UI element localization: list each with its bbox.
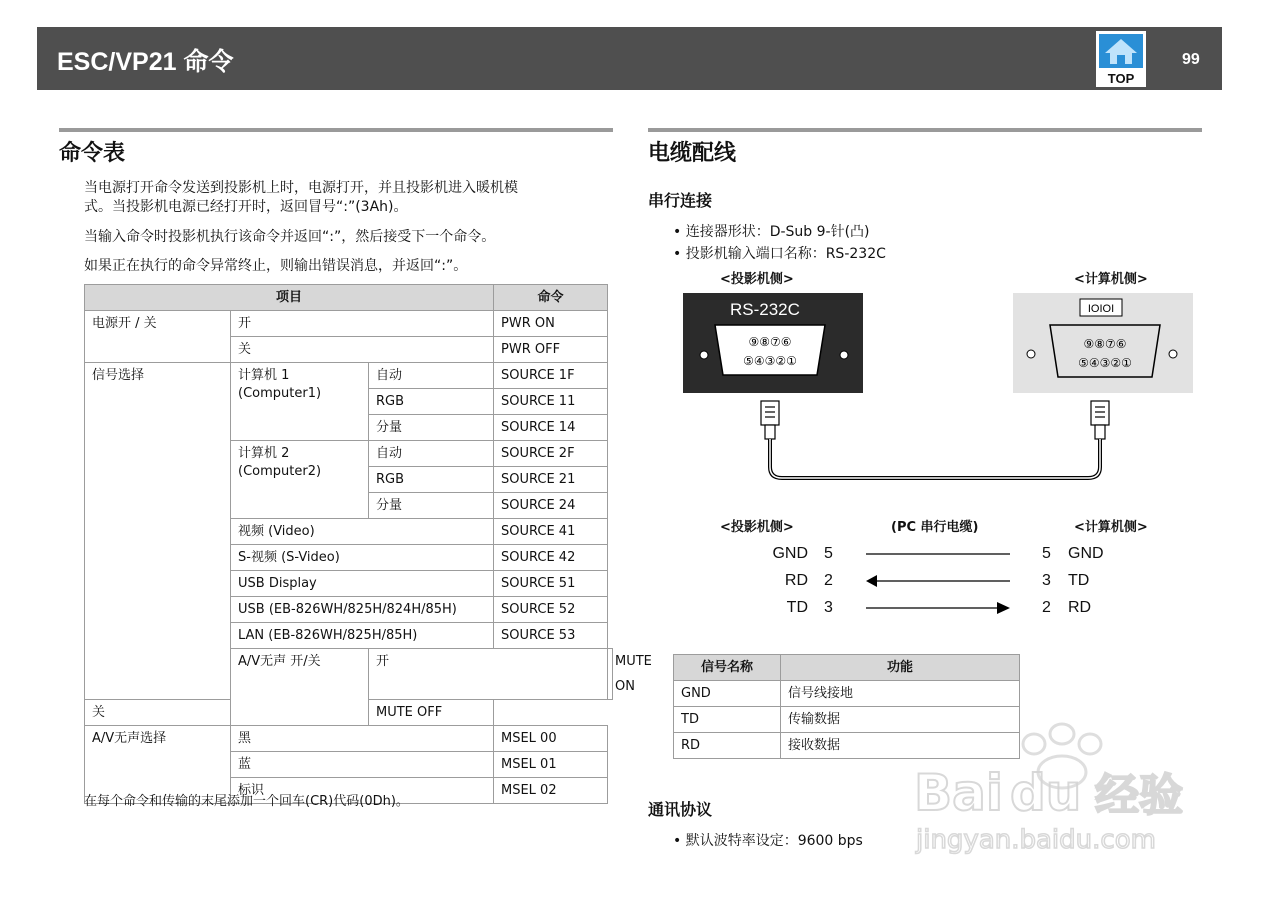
power-label: 电源开 / 关 [85, 311, 231, 363]
table-header-row [85, 285, 613, 311]
table-row [85, 726, 613, 752]
intro-paragraph-1 [84, 179, 518, 217]
protocol-heading: 通讯协议 [648, 800, 713, 819]
col-signal-name: 信号名称 [674, 655, 781, 681]
signal-function: 信号线接地 [781, 681, 1020, 707]
wiring-projector-side-label: <投影机侧> [720, 520, 794, 535]
cell-command: MSEL 00 [494, 726, 608, 752]
rs232c-port-label: RS-232C [730, 300, 800, 319]
ioioi-label: IOIOI [1087, 303, 1115, 315]
cell-item: 标识 [231, 778, 494, 804]
left-pin-number: 5 [824, 545, 833, 562]
cell-item: USB (EB-826WH/825H/824H/85H) [231, 597, 494, 623]
serial-cable [761, 401, 1109, 478]
signal-function: 接收数据 [781, 733, 1020, 759]
port-name-bullet: • 投影机输入端口名称：RS-232C [673, 246, 886, 262]
right-signal-name: GND [1068, 545, 1104, 562]
wire-right-arrow [864, 601, 1014, 615]
pin-row-bottom: ⑤④③②① [743, 354, 797, 368]
cell-command: SOURCE 24 [494, 493, 608, 519]
table-row [85, 700, 613, 726]
connector-diagram [670, 285, 1210, 490]
cable-wiring-heading: 电缆配线 [648, 141, 737, 166]
top-home-icon[interactable] [1096, 31, 1146, 87]
table-row [85, 311, 613, 337]
baidu-watermark-logo [912, 720, 1212, 860]
cell-command: SOURCE 11 [494, 389, 608, 415]
page-header [37, 27, 1222, 90]
computer-serial-port [1013, 293, 1193, 393]
svg-text:du: du [1010, 764, 1082, 822]
mute-label: A/V无声 开/关 [231, 649, 369, 726]
cell-item: 开 [231, 311, 494, 337]
cell-item: LAN (EB-826WH/825H/85H) [231, 623, 494, 649]
cell-item: 蓝 [231, 752, 494, 778]
cell-item: S-视频 (S-Video) [231, 545, 494, 571]
intro-paragraph-3: 如果正在执行的命令异常终止，则输出错误消息，并返回“:”。 [84, 258, 468, 274]
command-table [84, 284, 652, 804]
signal-name: RD [674, 733, 781, 759]
pin-row-bottom: ⑤④③②① [1078, 356, 1132, 370]
svg-text:经验: 经验 [1095, 770, 1183, 821]
col-item-header: 项目 [85, 285, 494, 311]
computer1-label-line2: (Computer1) [238, 386, 322, 401]
cell-item: 开 [369, 649, 608, 700]
cell-command: SOURCE 21 [494, 467, 608, 493]
left-signal-name: GND [772, 545, 808, 562]
cell-command: MSEL 01 [494, 752, 608, 778]
cell-command: SOURCE 51 [494, 571, 608, 597]
cell-command: PWR OFF [494, 337, 608, 363]
cell-command: MSEL 02 [494, 778, 608, 804]
cell-command: SOURCE 14 [494, 415, 608, 441]
cell-command: SOURCE 1F [494, 363, 608, 389]
pin-row-top: ⑨⑧⑦⑥ [748, 335, 792, 349]
wiring-computer-side-label: <计算机侧> [1074, 520, 1148, 535]
cell-item: 分量 [369, 415, 494, 441]
svg-text:jingyan.baidu.com: jingyan.baidu.com [916, 825, 1156, 855]
projector-rs232c-port [683, 293, 863, 393]
cell-command: SOURCE 53 [494, 623, 608, 649]
cell-command: SOURCE 42 [494, 545, 608, 571]
top-icon-label: TOP [1107, 71, 1135, 86]
computer2-label-line1: 计算机 2 [238, 446, 290, 461]
wire-left-arrow [864, 574, 1014, 588]
signal-name: TD [674, 707, 781, 733]
col-command-header: 命令 [494, 285, 608, 311]
page-title: ESC/VP21 命令 [57, 48, 234, 76]
cell-item: 黑 [231, 726, 494, 752]
projector-side-label: <投影机侧> [720, 272, 794, 287]
left-pin-number: 2 [824, 572, 833, 589]
page-number: 99 [1182, 51, 1200, 68]
signal-name: GND [674, 681, 781, 707]
signal-label: 信号选择 [85, 363, 231, 700]
right-pin-number: 2 [1042, 599, 1051, 616]
msel-label: A/V无声选择 [85, 726, 231, 804]
connector-shape-bullet: • 连接器形状：D-Sub 9-针(凸) [673, 224, 870, 240]
cell-command: SOURCE 52 [494, 597, 608, 623]
svg-text:Bai: Bai [914, 764, 1003, 822]
cell-command: MUTE ON [608, 649, 613, 700]
cell-item: RGB [369, 467, 494, 493]
left-signal-name: TD [786, 599, 808, 616]
pin-row-top: ⑨⑧⑦⑥ [1083, 337, 1127, 351]
table-header-row [674, 655, 1020, 681]
right-signal-name: RD [1068, 599, 1092, 616]
serial-connection-heading: 串行连接 [648, 191, 713, 210]
cell-item: 自动 [369, 363, 494, 389]
intro-line-2: 式。当投影机电源已经打开时，返回冒号“:”(3Ah)。 [84, 199, 408, 215]
intro-paragraph-2: 当输入命令时投影机执行该命令并返回“:”，然后接受下一个命令。 [84, 229, 496, 245]
baud-rate-bullet: • 默认波特率设定：9600 bps [673, 833, 863, 849]
command-table-heading: 命令表 [59, 141, 126, 166]
col-function: 功能 [781, 655, 1020, 681]
cell-command: PWR ON [494, 311, 608, 337]
right-pin-number: 3 [1042, 572, 1051, 589]
computer1-label [231, 363, 369, 441]
cell-item: RGB [369, 389, 494, 415]
cell-item: 自动 [369, 441, 494, 467]
computer2-label-line2: (Computer2) [238, 464, 322, 479]
left-signal-name: RD [784, 572, 808, 589]
cell-item: 分量 [369, 493, 494, 519]
right-pin-number: 5 [1042, 545, 1051, 562]
wire-line [864, 547, 1014, 561]
computer-side-label: <计算机侧> [1074, 272, 1148, 287]
cell-command: MUTE OFF [369, 700, 494, 726]
footnote: 在每个命令和传输的末尾添加一个回车(CR)代码(0Dh)。 [84, 794, 409, 809]
table-row [674, 681, 1020, 707]
pc-serial-cable-label: (PC 串行电缆) [891, 520, 979, 535]
cell-item: 关 [85, 700, 369, 726]
cell-item: USB Display [231, 571, 494, 597]
right-signal-name: TD [1068, 572, 1090, 589]
table-row [85, 363, 613, 389]
cell-item: 关 [231, 337, 494, 363]
cell-command: SOURCE 41 [494, 519, 608, 545]
computer2-label [231, 441, 369, 519]
cell-command: SOURCE 2F [494, 441, 608, 467]
left-pin-number: 3 [824, 599, 833, 616]
intro-line-1: 当电源打开命令发送到投影机上时，电源打开，并且投影机进入暖机模 [84, 180, 518, 196]
cell-item: 视频 (Video) [231, 519, 494, 545]
computer1-label-line1: 计算机 1 [238, 368, 290, 383]
signal-function: 传输数据 [781, 707, 1020, 733]
section-rule-right [648, 128, 1202, 132]
section-rule-left [59, 128, 613, 132]
